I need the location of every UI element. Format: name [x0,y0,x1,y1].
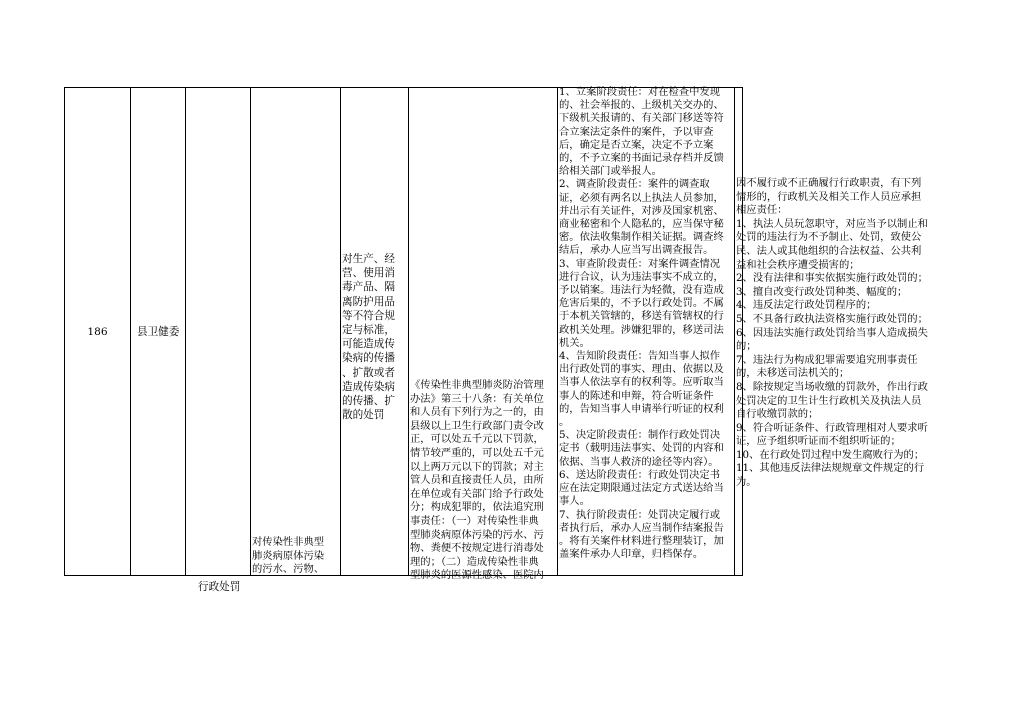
sub-item-name: 对生产、经 营、使用消 毒产品、隔 离防护用品 等不符合规 定与标准， 可能造成传 染病的传播 、扩散或者 造成传染病 的传播、扩 散的处罚 [342,253,395,422]
item-name: 对传染性非典型 肺炎病原体污染 的污水、污物、 [252,536,325,576]
column-divider [557,87,558,576]
responsibilities-text: 1、立案阶段责任：对在检查中发现 的、社会举报的、上级机关交办的、 下级机关报请的、有关部门移送等符 合立案法定条件的案件，予以审查 后，确定是否立案，决定不予立案 的，不予立案的书面记录存档并反馈 给相关部门或举报人。 2、调查阶段责任：案件的调查取 证，必须有两名以上执法人员参加， 并出示有关证件，对涉及国家机密、 商业秘密和个人隐私的，应当保守秘 密。依法收集制作相关证据。调查终 结后，承办人应当写出调查报告。 3、审查阶段责任：对案件调查情况 进行合议，认为违法事实不成立的， 予以销案。违法行为轻微，没有造成 危害后果的，不予以行政处罚。不属 于本机关管辖的，移送有管辖权的行 政机关处理。涉嫌犯罪的，移送司法 机关。 4、告知阶段责任：告知当事人拟作 出行政处罚的事实、理由、依据以及 当事人依法享有的权利等。应听取当 事人的陈述和申辩，符合听证条件 的，告知当事人申请举行听证的权利 。 5、决定阶段责任：制作行政处罚决 定书（载明违法事实、处罚的内容和 依据、当事人救济的途径等内容）。 6、送达阶段责任：行政处罚决定书 应在法定期限通过法定方式送达给当 事人。 7、执行阶段责任：处罚决定履行或 者执行后，承办人应当制作结案报告 。将有关案件材料进行整理装订，加 盖案件承办人印章，归档保存。 [559,86,724,561]
legal-basis-text: 《传染性非典型肺炎防治管理 办法》第三十八条：有关单位 和人员有下列行为之一的，由 县级以上卫生行政部门责令改 正，可以处五千元以下罚款， 情节较严重的，可以处五千元 以上两万元以下的罚款；对主 管人员和直接责任人员，由所 在单位或有关部门给予行政处 分；构成犯罪的，依法追究刑 事责任：（一）对传染性非典 型肺炎病原体污染的污水、污 物、粪便不按规定进行消毒处 理的；（二）造成传染性非典 型肺炎的医源性感染、医院内 [410,379,544,582]
department-name: 县卫健委 [137,326,180,338]
column-divider [130,87,131,576]
column-divider [340,87,341,576]
seq-number: 186 [87,326,108,338]
category-fragment: 行政处罚 [198,581,241,593]
column-divider [408,87,409,576]
page-lower-area [0,576,1011,715]
column-divider [250,87,251,576]
accountability-text: 因不履行或不正确履行行政职责，有下列 情形的，行政机关及相关工作人员应承担 相应责任： 1、执法人员玩忽职守，对应当予以制止和 处罚的违法行为不予制止、处罚，致使公 民、法人或其他组织的合法权益、公共利 益和社会秩序遭受损害的； 2、没有法律和事实依据实施行政处罚的； 3、擅自改变行政处罚种类、幅度的； 4、违反法定行政处罚程序的； 5、不具备行政执法资格实施行政处罚的； 6、因违法实施行政处罚给当事人造成损失 的； 7、违法行为构成犯罪需要追究刑事责任 的，未移送司法机关的； 8、除按规定当场收缴的罚款外，作出行政 处罚决定的卫生计生行政机关及执法人员 自行收缴罚款的； 9、符合听证条件、行政管理相对人要求听 证，应予组织听证而不组织听证的； 10、在行政处罚过程中发生腐败行为的； 11、其他违反法律法规规章文件规定的行 为。 [736,177,928,489]
